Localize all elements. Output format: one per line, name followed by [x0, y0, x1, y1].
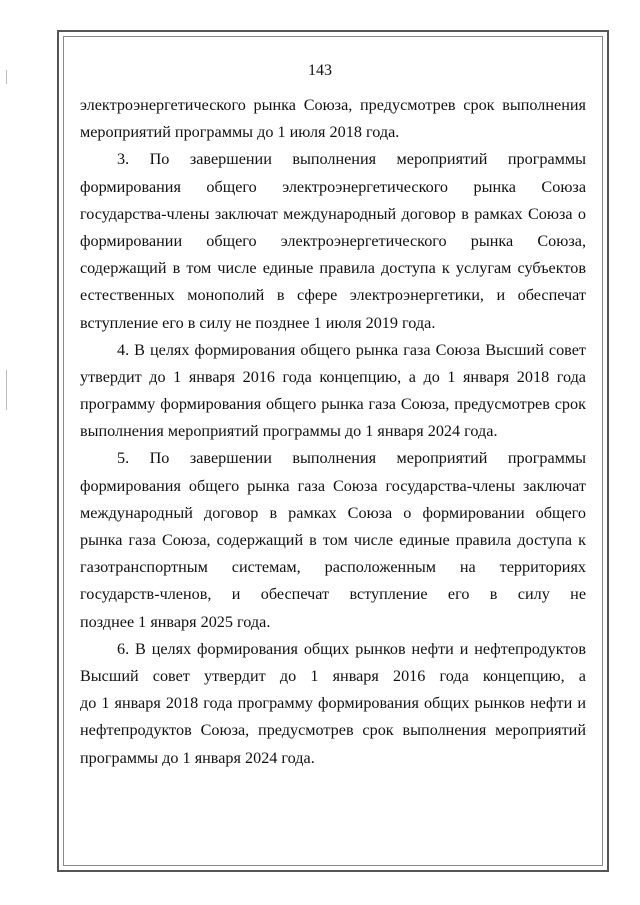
text-line: газотранспортным системам, расположенным на территориях	[80, 558, 586, 577]
text-line: формирования общего рынка газа Союза государства-члены заключат	[80, 476, 586, 495]
scan-edge-mark	[6, 370, 7, 410]
text-line: программу формирования общего рынка газа Союза, предусмотрев срок	[80, 395, 586, 414]
text-line: формирования общего электроэнергетического рынка Союза	[80, 177, 586, 196]
text-line: программы до 1 января 2024 года.	[80, 748, 315, 767]
text-line: естественных монополий в сфере электроэнергетики, и обеспечат	[80, 286, 586, 305]
text-line: Высший совет утвердит до 1 января 2016 года концепцию, а	[80, 666, 586, 685]
text-line: формировании общего электроэнергетического рынка Союза,	[80, 231, 586, 250]
text-line: выполнения мероприятий программы до 1 января 2024 года.	[80, 422, 498, 441]
document-body	[80, 92, 586, 772]
text-line: утвердит до 1 января 2016 года концепцию, а до 1 января 2018 года	[80, 367, 586, 386]
paragraph-3-start: 3. По завершении выполнения мероприятий программы	[117, 150, 586, 169]
text-line: рынка газа Союза, содержащий в том числе единые правила доступа к	[80, 531, 586, 549]
text-line: мероприятий программы до 1 июля 2018 года.	[80, 123, 400, 142]
page-number: 143	[308, 62, 332, 79]
text-line: вступление его в силу не позднее 1 июля 2019 года.	[80, 313, 436, 332]
paragraph-6-start: 6. В целях формирования общих рынков нефти и нефтепродуктов	[117, 639, 586, 658]
text-line: государств-членов, и обеспечат вступление его в силу не	[80, 585, 586, 604]
text-line: государства-члены заключат международный договор в рамках Союза о	[80, 204, 586, 223]
text-line: электроэнергетического рынка Союза, предусмотрев срок выполнения	[80, 96, 586, 114]
text-line: позднее 1 января 2025 года.	[80, 612, 271, 631]
paragraph-4-start: 4. В целях формирования общего рынка газа Союза Высший совет	[117, 340, 586, 359]
text-line: нефтепродуктов Союза, предусмотрев срок выполнения мероприятий	[80, 721, 586, 740]
text-line: содержащий в том числе единые правила доступа к услугам субъектов	[80, 259, 586, 278]
text-line: до 1 января 2018 года программу формирования общих рынков нефти и	[80, 694, 586, 713]
paragraph-5-start: 5. По завершении выполнения мероприятий программы	[117, 449, 586, 468]
text-line: международный договор в рамках Союза о формировании общего	[80, 503, 586, 522]
